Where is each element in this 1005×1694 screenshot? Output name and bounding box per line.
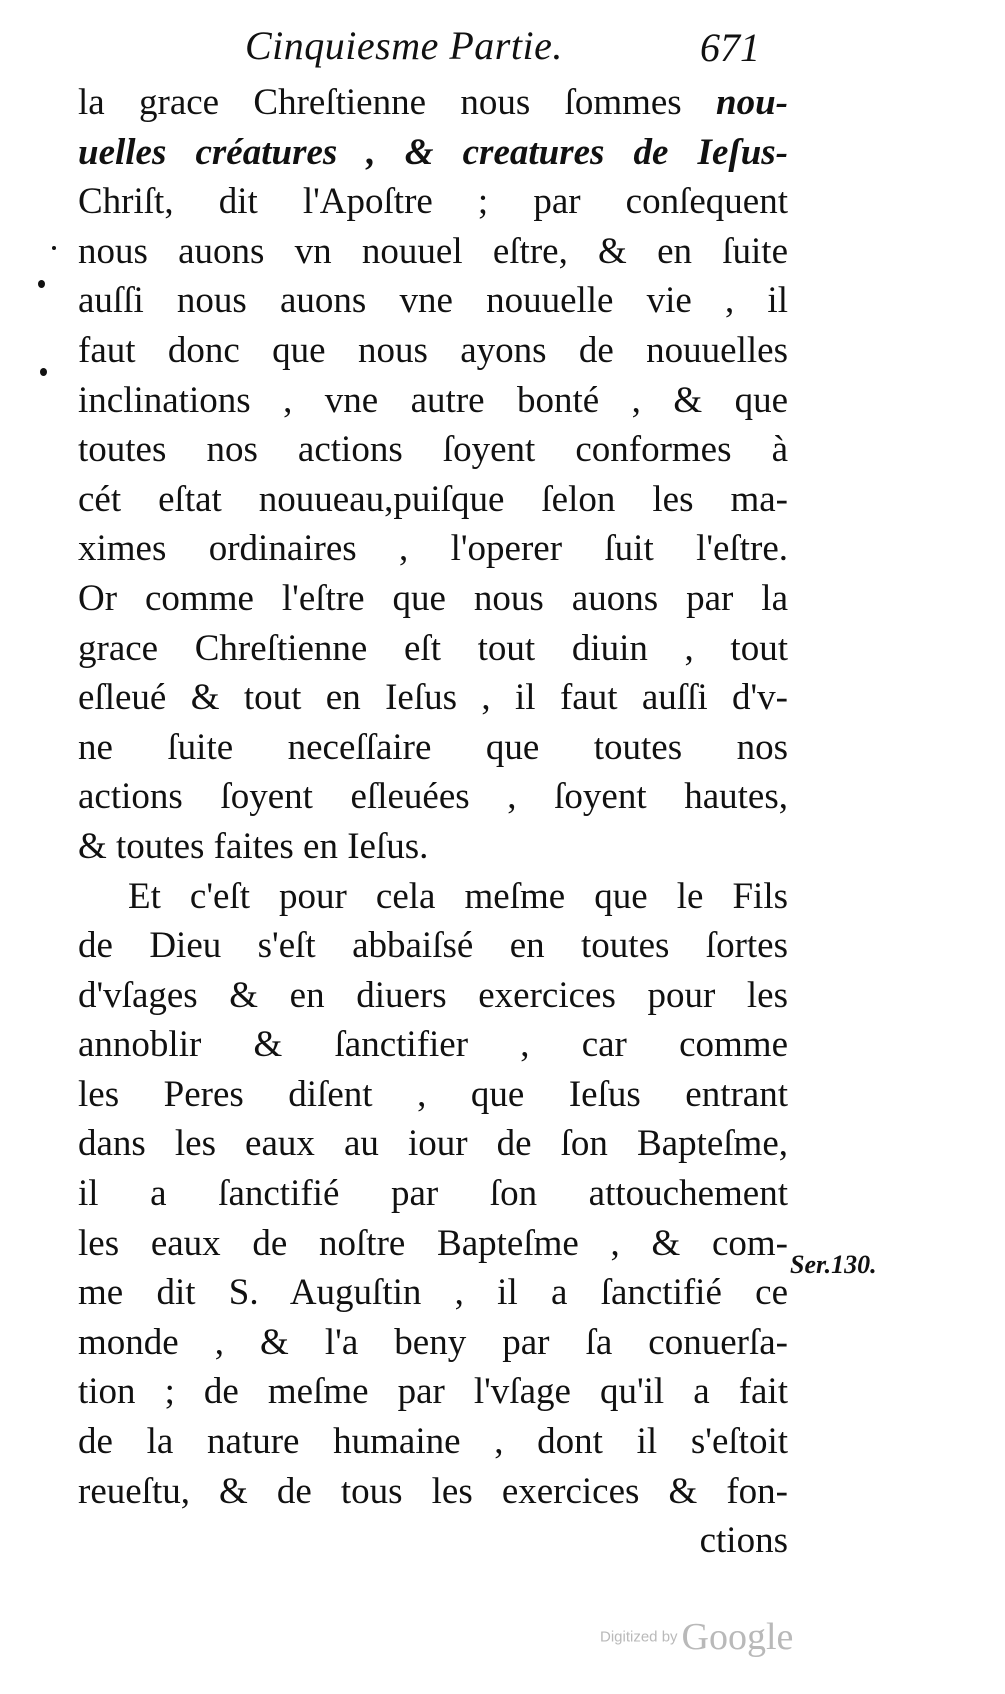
body-text: [78, 78, 788, 1566]
text-line: de Dieu s'eſt abbaiſsé en toutes ſortes: [78, 925, 788, 967]
text-line: Or comme l'eſtre que nous auons par la: [78, 577, 788, 619]
google-watermark: [600, 1615, 793, 1659]
text-line: Et c'eſt pour cela meſme que le Fils: [128, 875, 788, 917]
text-line: monde , & l'a beny par ſa conuerſa-: [78, 1321, 788, 1363]
text-line: me dit S. Auguſtin , il a ſanctifié ce: [78, 1272, 788, 1314]
text-line: inclinations , vne autre bonté , & que: [78, 379, 788, 421]
text-line: la grace Chreſtienne nous ſommes nou-: [78, 82, 788, 123]
text-line: tion ; de meſme par l'vſage qu'il a fait: [78, 1371, 788, 1413]
ink-speck: [38, 280, 45, 288]
text-line: de la nature humaine , dont il s'eſtoit: [78, 1421, 788, 1463]
text-line: Chriſt, dit l'Apoſtre ; par conſequent: [78, 181, 788, 223]
text-line: nous auons vn nouuel eſtre, & en ſuite: [78, 230, 788, 272]
margin-note: Ser.130.: [790, 1250, 877, 1279]
running-head: [245, 22, 563, 69]
text-line: auſſi nous auons vne nouuelle vie , il: [78, 280, 788, 322]
text-line: ximes ordinaires , l'operer ſuit l'eſtre.: [78, 528, 788, 570]
catchword: ctions: [699, 1520, 788, 1562]
text-line: & toutes faites en Ieſus.: [78, 825, 429, 867]
ink-speck: [40, 368, 47, 376]
running-title: Cinquiesme Partie.: [245, 23, 563, 68]
page-number: 671: [700, 25, 760, 70]
text-line: uelles créatures , & creatures de Ieſus-: [78, 131, 788, 173]
text-line: annoblir & ſanctifier , car comme: [78, 1024, 788, 1066]
text-line: il a ſanctifié par ſon attouchement: [78, 1173, 788, 1215]
text-line: les eaux de noſtre Bapteſme , & com-: [78, 1222, 788, 1264]
text-line: dans les eaux au iour de ſon Bapteſme,: [78, 1123, 788, 1165]
watermark-digitized-by: Digitized by: [600, 1628, 678, 1646]
text-line: cét eſtat nouueau,puiſque ſelon les ma-: [78, 478, 788, 520]
ink-speck: [52, 246, 56, 250]
text-line: d'vſages & en diuers exercices pour les: [78, 974, 788, 1016]
italic-fragment: nou-: [716, 82, 788, 123]
text-line: ne ſuite neceſſaire que toutes nos: [78, 726, 788, 768]
text-line: toutes nos actions ſoyent conformes à: [78, 429, 788, 471]
text-line: eſleué & tout en Ieſus , il faut auſſi d'v-: [78, 677, 788, 719]
text-line: faut donc que nous ayons de nouuelles: [78, 329, 788, 371]
text-line: reueſtu, & de tous les exercices & fon-: [78, 1470, 788, 1512]
text-line: actions ſoyent eſleuées , ſoyent hautes,: [78, 776, 788, 818]
text-line: les Peres diſent , que Ieſus entrant: [78, 1073, 788, 1115]
google-logo: Google: [681, 1616, 794, 1658]
text-line: grace Chreſtienne eſt tout diuin , tout: [78, 627, 788, 669]
